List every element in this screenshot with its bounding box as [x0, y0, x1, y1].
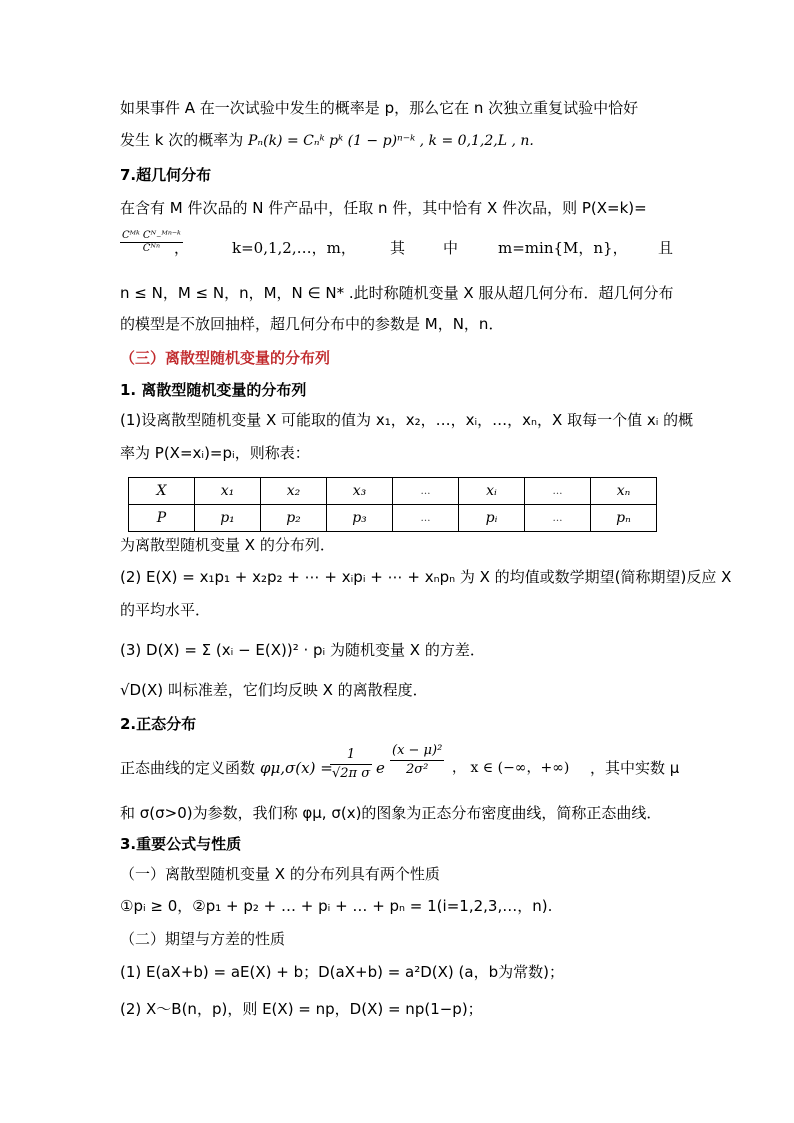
table-cell: xᵢ	[459, 478, 525, 505]
distribution-table	[128, 477, 657, 532]
table-cell: p₂	[261, 505, 327, 532]
table-cell: …	[525, 505, 591, 532]
distribution-line2: 率为 P(X=xᵢ)=pᵢ，则称表：	[120, 444, 310, 462]
table-cell: pᵢ	[459, 505, 525, 532]
table-cell: x₃	[327, 478, 393, 505]
hypergeometric-heading: 7.超几何分布	[120, 166, 212, 184]
fraction-numerator: (x − μ)²	[390, 742, 444, 761]
table-cell: …	[393, 478, 459, 505]
hypergeometric-word-zhong: 中	[443, 239, 459, 257]
property-1: (1) E(aX+b) = aE(X) + b；D(aX+b) = a²D(X) (a，b为常数)；	[120, 963, 564, 981]
table-cell: x₁	[195, 478, 261, 505]
binomial-formula: Pₙ(k) = Cₙᵏ pᵏ (1 − p)ⁿ⁻ᵏ , k = 0,1,2,L , n.	[248, 133, 534, 149]
fraction-denominator: √2π σ	[332, 766, 371, 781]
hypergeometric-line4: 的模型是不放回抽样，超几何分布中的参数是 M，N，n．	[120, 315, 504, 333]
distribution-line1: (1)设离散型随机变量 X 可能取的值为 x₁，x₂，…，xᵢ，…，xₙ，X 取每一个值 xᵢ 的概	[120, 411, 694, 429]
table-cell: xₙ	[591, 478, 657, 505]
normal-e: e	[376, 759, 385, 777]
table-cell: p₃	[327, 505, 393, 532]
normal-prefix: 正态曲线的定义函数	[120, 759, 256, 777]
properties-heading: 3.重要公式与性质	[120, 835, 242, 853]
normal-coefficient-fraction	[330, 746, 372, 783]
hypergeometric-line2	[120, 228, 675, 268]
fraction-numerator: Cᴹᵏ Cᴺ₋ᴹⁿ⁻ᵏ	[122, 230, 181, 241]
normal-suffix: ，其中实数 μ	[590, 759, 680, 777]
normal-heading: 2.正态分布	[120, 715, 197, 733]
hypergeometric-line1: 在含有 M 件次品的 N 件产品中，任取 n 件，其中恰有 X 件次品，则 P(X=k)=	[120, 199, 647, 217]
distribution-after-table: 为离散型随机变量 X 的分布列．	[120, 536, 335, 554]
hypergeometric-k-range: k=0,1,2,…，m，	[232, 239, 356, 257]
table-cell: pₙ	[591, 505, 657, 532]
property-2: (2) X～B(n，p)，则 E(X) = np，D(X) = np(1−p)；	[120, 1000, 483, 1018]
properties-sub2: （二）期望与方差的性质	[120, 930, 286, 948]
properties-sub1-line: ①pᵢ ≥ 0，②p₁ + p₂ + … + pᵢ + … + pₙ = 1(i=1,2,3,…，n).	[120, 897, 553, 915]
distribution-heading: 1. 离散型随机变量的分布列	[120, 381, 307, 399]
mean-line2: 的平均水平．	[120, 601, 211, 619]
table-cell: …	[393, 505, 459, 532]
hypergeometric-m-def: m=min{M，n}，	[498, 239, 628, 257]
normal-domain: ， x ∈ (−∞，+∞)	[452, 760, 570, 776]
table-cell: P	[129, 505, 195, 532]
mean-line1: (2) E(X) = x₁p₁ + x₂p₂ + ⋯ + xᵢpᵢ + ⋯ + xₙpₙ 为 X 的均值或数学期望(简称期望)反应 X	[120, 568, 732, 586]
properties-sub1: （一）离散型随机变量 X 的分布列具有两个性质	[120, 865, 440, 883]
binomial-text-prefix: 发生 k 次的概率为	[120, 131, 244, 149]
section-three-heading: （三）离散型随机变量的分布列	[120, 349, 331, 367]
binomial-text-line1: 如果事件 A 在一次试验中发生的概率是 p，那么它在 n 次独立重复试验中恰好	[120, 99, 639, 117]
fraction-denominator: 2σ²	[405, 762, 429, 777]
hypergeometric-word-qi: 其	[390, 239, 406, 257]
std-deviation-line: √D(X) 叫标准差，它们均反映 X 的离散程度．	[120, 681, 428, 699]
table-row-p	[129, 505, 657, 532]
fraction-numerator: 1	[330, 746, 372, 765]
table-cell: x₂	[261, 478, 327, 505]
hypergeometric-word-qie: 且	[658, 239, 674, 257]
table-cell: X	[129, 478, 195, 505]
hypergeometric-comma: ，	[174, 239, 190, 257]
binomial-text-line2	[120, 130, 534, 151]
variance-line: (3) D(X) = Σ (xᵢ − E(X))² · pᵢ 为随机变量 X 的方差．	[120, 641, 485, 659]
normal-function-name: φμ,σ(x) =	[260, 759, 333, 777]
fraction-denominator: Cᴺⁿ	[142, 243, 160, 254]
table-cell: …	[525, 478, 591, 505]
normal-line2: 和 σ(σ>0)为参数，我们称 φμ, σ(x)的图象为正态分布密度曲线，简称正态曲线．	[120, 804, 662, 822]
normal-exponent-fraction	[390, 742, 444, 779]
hypergeometric-line3: n ≤ N，M ≤ N，n，M，N ∈ N* .此时称随机变量 X 服从超几何分布．超几何分布	[120, 284, 674, 302]
normal-line1	[120, 743, 680, 790]
table-row-x	[129, 478, 657, 505]
table-cell: p₁	[195, 505, 261, 532]
